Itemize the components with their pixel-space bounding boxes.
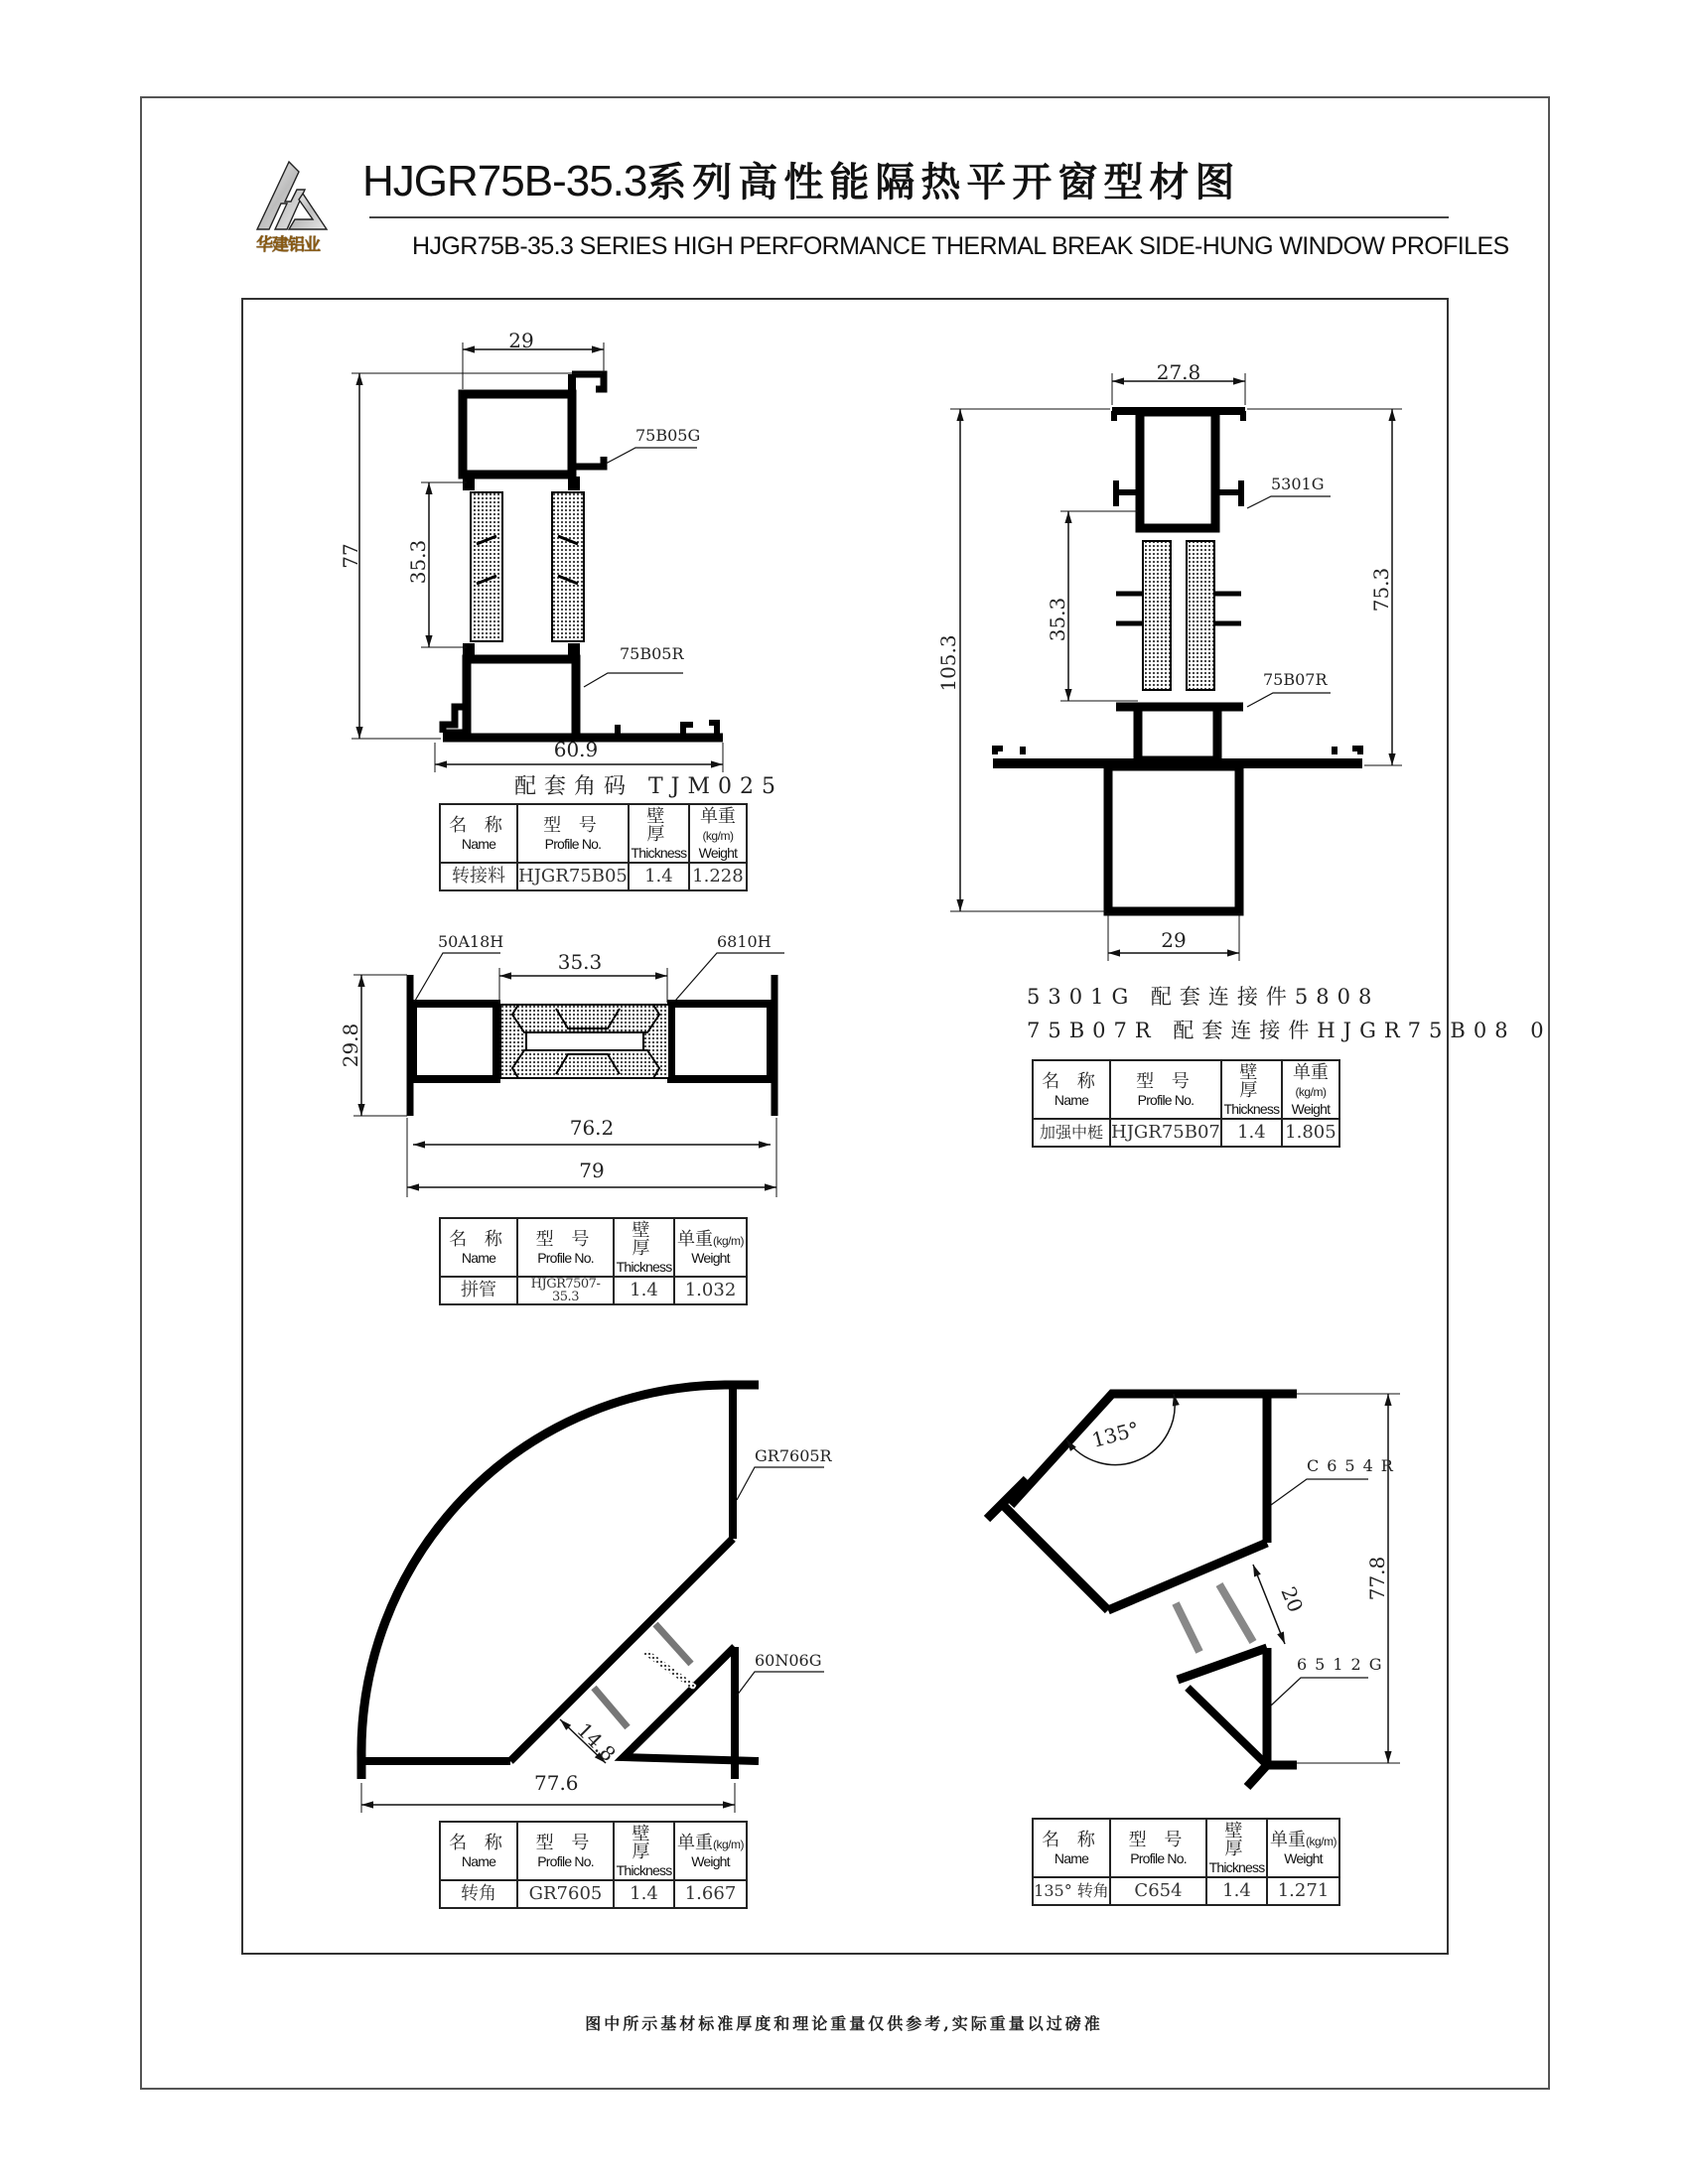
svg-text:5301G: 5301G	[1271, 475, 1325, 493]
svg-text:35.3: 35.3	[557, 950, 603, 974]
spec-table-coupling: 名 称 Name 型 号 Profile No. 壁 厚 Thickness 单重(kg/m) Weight 拼管 HJGR7507-35.3 1.4 1.032	[439, 1217, 748, 1305]
svg-text:14.8: 14.8	[572, 1717, 621, 1767]
svg-text:60N06G: 60N06G	[755, 1651, 822, 1670]
profile-mullion-drawing	[936, 360, 1402, 961]
svg-text:105.3: 105.3	[936, 634, 960, 692]
cell-name: 加强中梃	[1033, 1119, 1110, 1147]
logo-text: 华建铝业	[256, 235, 320, 255]
cell-profile-no: HJGR75B05	[517, 863, 629, 890]
cell-profile-no: GR7605	[517, 1880, 614, 1908]
cell-name: 转角	[440, 1880, 517, 1908]
svg-text:29.8: 29.8	[339, 1023, 362, 1068]
cell-thickness: 1.4	[629, 863, 689, 890]
svg-text:29: 29	[1161, 928, 1187, 952]
cell-thickness: 1.4	[1206, 1877, 1267, 1905]
svg-text:C654R: C654R	[1307, 1456, 1401, 1475]
cell-profile-no: HJGR7507-35.3	[517, 1277, 614, 1304]
profile-corner135-drawing	[987, 1394, 1401, 1787]
svg-text:35.3: 35.3	[1046, 597, 1069, 642]
cell-weight: 1.228	[689, 863, 747, 890]
footer-disclaimer: 图中所示基材标准厚度和理论重量仅供参考,实际重量以过磅准	[585, 2014, 1103, 2033]
cell-thickness: 1.4	[1221, 1119, 1282, 1147]
title-chinese: 系列高性能隔热平开窗型材图	[646, 159, 1241, 205]
profile-corner90-drawing	[361, 1385, 833, 1813]
profile-transfer-drawing	[339, 329, 723, 772]
svg-text:20: 20	[1276, 1582, 1309, 1616]
svg-text:27.8: 27.8	[1156, 360, 1201, 384]
svg-text:GR7605R: GR7605R	[755, 1446, 832, 1465]
title-code: HJGR75B-35.3	[362, 157, 647, 205]
svg-text:60.9: 60.9	[553, 738, 599, 761]
svg-text:75B07R: 75B07R	[1263, 670, 1328, 689]
svg-text:79: 79	[579, 1159, 605, 1182]
cell-profile-no: C654	[1110, 1877, 1206, 1905]
profile-coupling-drawing	[339, 932, 784, 1197]
svg-text:75B05R: 75B05R	[620, 644, 684, 663]
svg-text:77.6: 77.6	[534, 1771, 579, 1795]
cell-weight: 1.032	[674, 1277, 747, 1304]
page-subtitle: HJGR75B-35.3 SERIES HIGH PERFORMANCE THERMAL BREAK SIDE-HUNG WINDOW PROFILES	[412, 232, 1509, 260]
svg-text:75B05G: 75B05G	[635, 426, 701, 445]
note-mullion-connector-2: 75B07R 配套连接件HJGR75B08 0	[1027, 1019, 1552, 1042]
note-mullion-connector-1: 5301G 配套连接件5808	[1027, 985, 1380, 1009]
svg-text:29: 29	[508, 329, 534, 352]
svg-text:76.2: 76.2	[569, 1116, 615, 1140]
spec-table-mullion: 名 称 Name 型 号 Profile No. 壁 厚 Thickness 单重(kg/m) Weight 加强中梃 HJGR75B07 1.4 1.805	[1032, 1059, 1340, 1148]
cell-weight: 1.805	[1282, 1119, 1339, 1147]
spec-table-transfer: 名 称 Name 型 号 Profile No. 壁 厚 Thickness 单重(kg/m) Weight 转接料 HJGR75B05 1.4 1.228	[439, 803, 748, 891]
svg-text:6810H: 6810H	[717, 932, 772, 951]
spec-table-corner90: 名 称 Name 型 号 Profile No. 壁 厚 Thickness 单重(kg/m) Weight 转角 GR7605 1.4 1.667	[439, 1821, 748, 1909]
cell-name: 转接料	[440, 863, 517, 890]
svg-text:50A18H: 50A18H	[438, 932, 504, 951]
spec-table-corner135: 名 称 Name 型 号 Profile No. 壁 厚 Thickness 单重(kg/m) Weight 135° 转角 C654 1.4 1.271	[1032, 1818, 1340, 1906]
cell-thickness: 1.4	[614, 1277, 674, 1304]
svg-text:135°: 135°	[1089, 1417, 1142, 1452]
svg-text:75.3: 75.3	[1369, 567, 1393, 613]
cell-profile-no: HJGR75B07	[1110, 1119, 1221, 1147]
svg-text:77: 77	[339, 543, 362, 569]
cell-thickness: 1.4	[614, 1880, 674, 1908]
cell-name: 拼管	[440, 1277, 517, 1304]
svg-text:35.3: 35.3	[406, 539, 430, 585]
cell-name: 135° 转角	[1033, 1877, 1110, 1905]
cell-weight: 1.667	[674, 1880, 747, 1908]
note-transfer-corner-key: 配套角码 TJM025	[514, 774, 784, 799]
svg-text:6512G: 6512G	[1297, 1655, 1390, 1674]
svg-text:77.8: 77.8	[1365, 1556, 1389, 1601]
cell-weight: 1.271	[1267, 1877, 1339, 1905]
